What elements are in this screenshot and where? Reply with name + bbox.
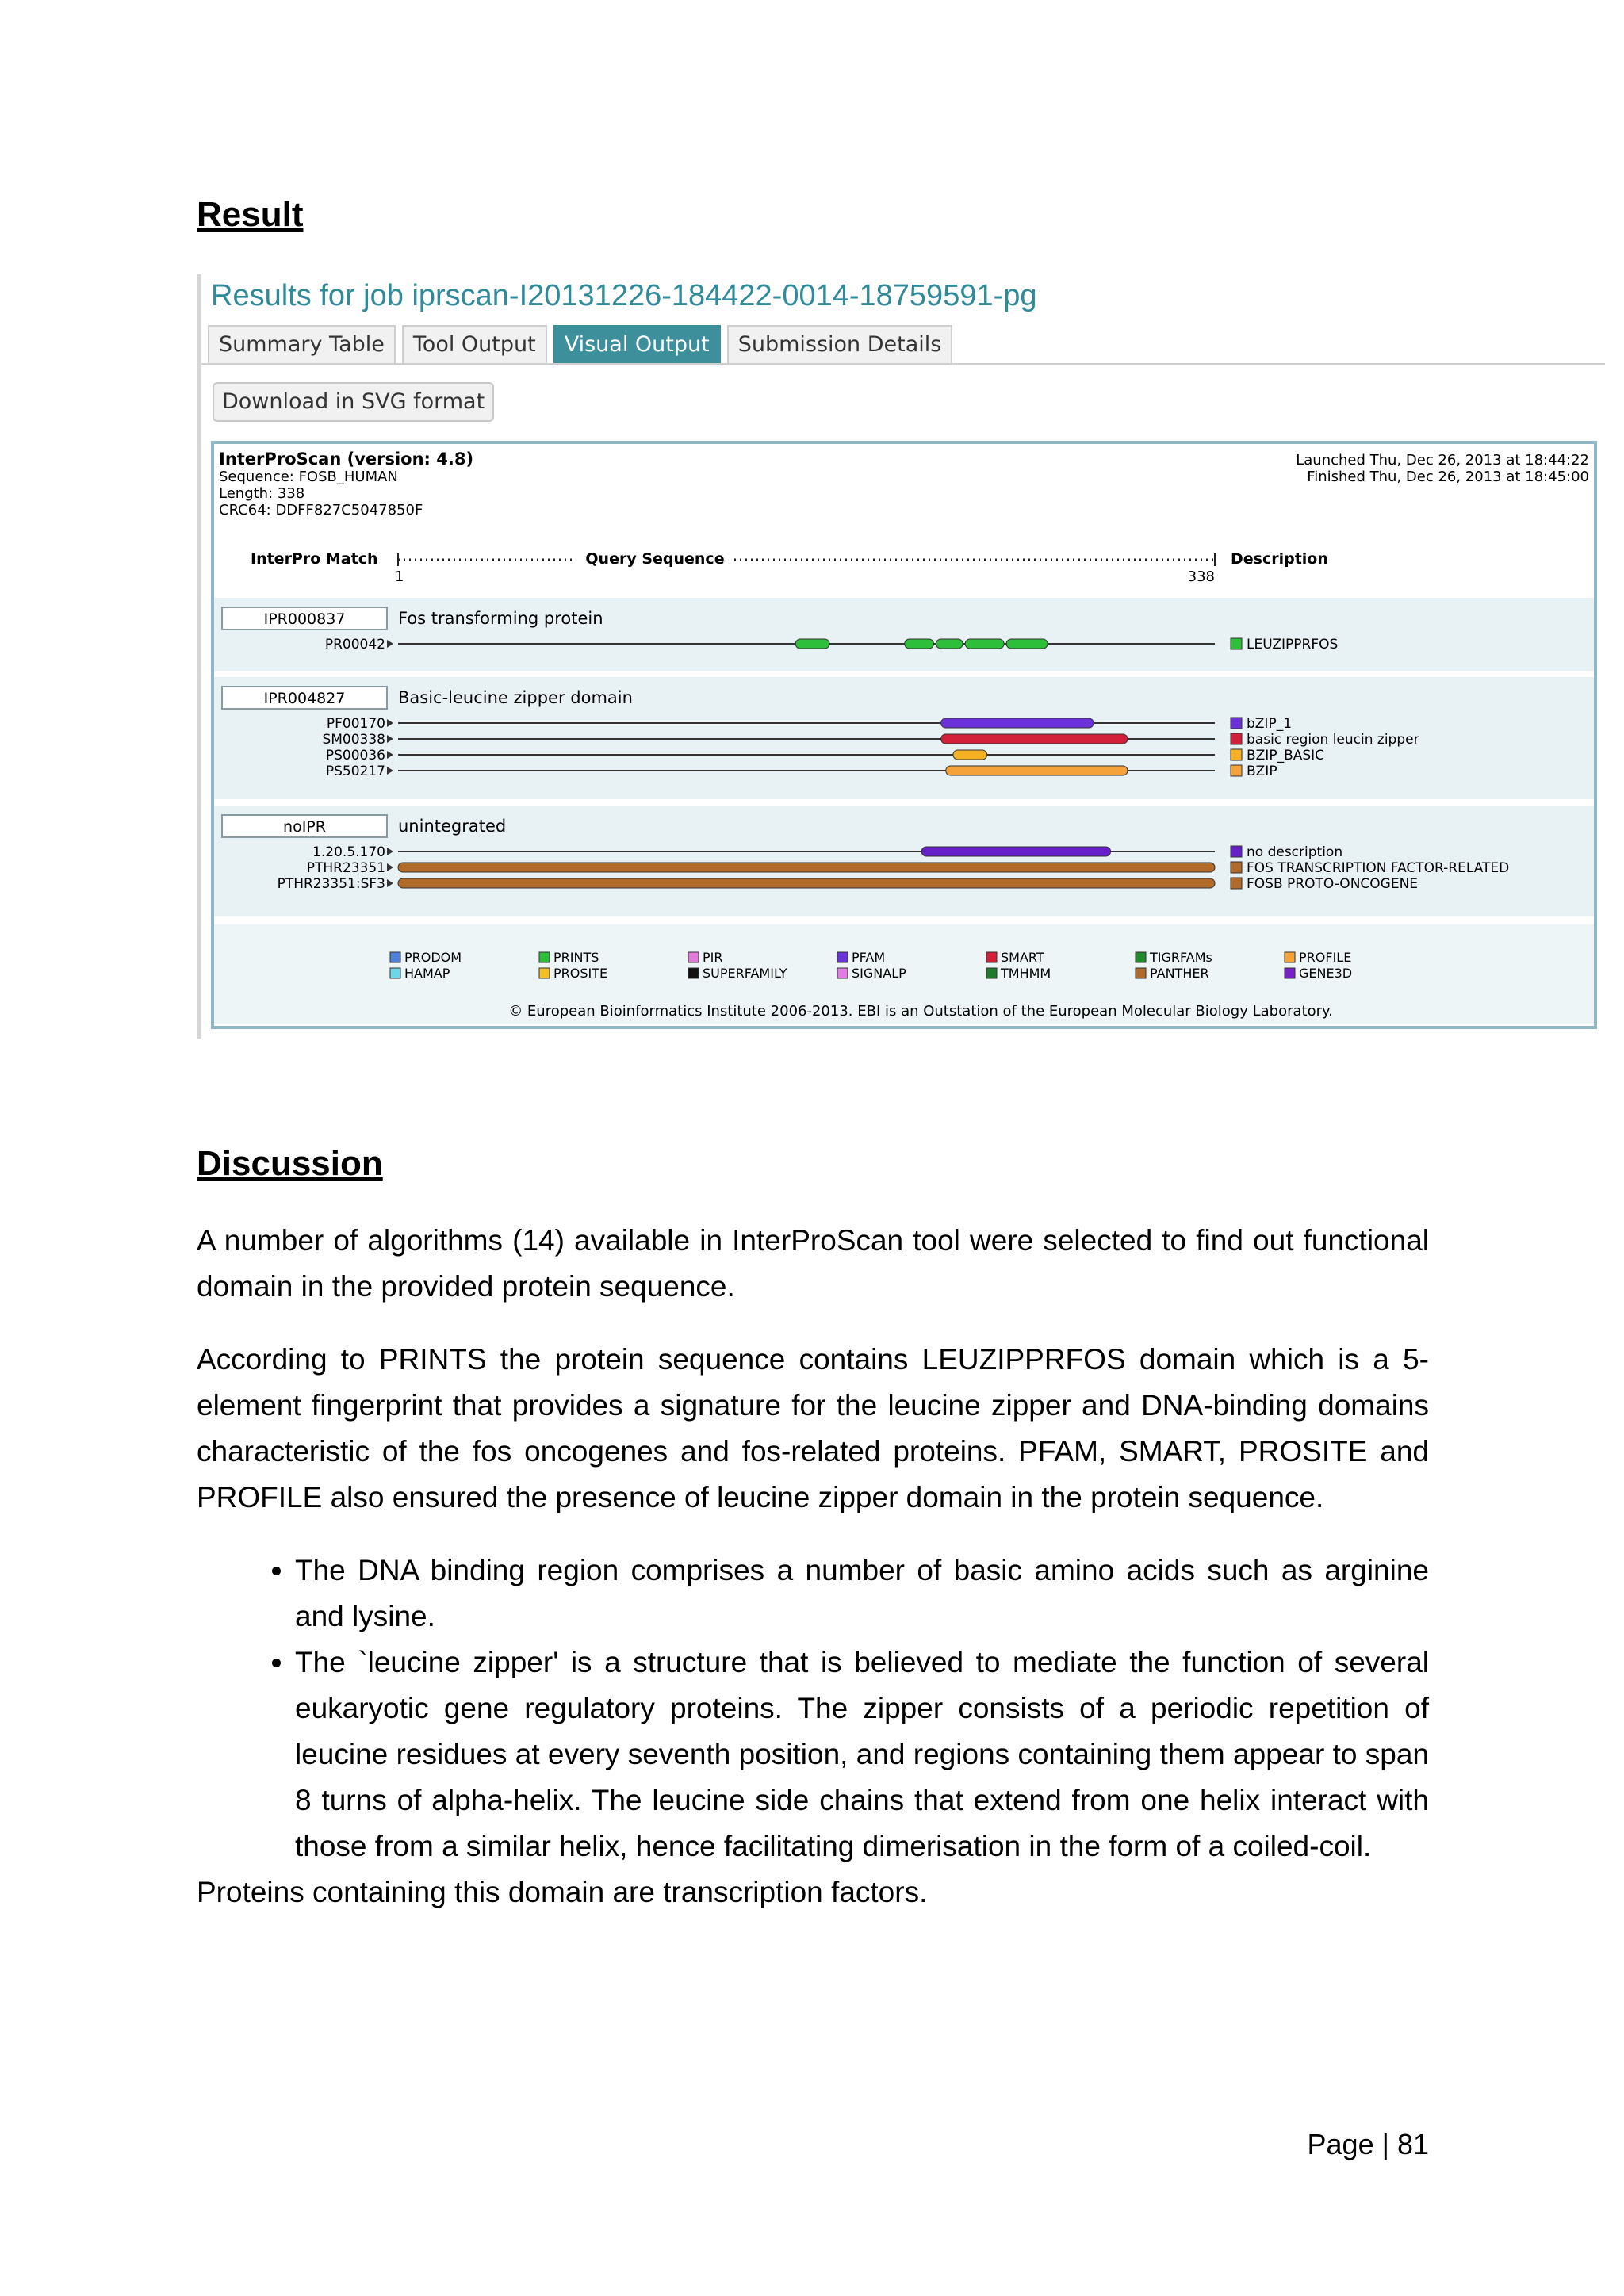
axis-end-label: 338 [1187, 568, 1215, 585]
desc-swatch [1231, 862, 1242, 873]
legend-label: PRODOM [404, 950, 462, 965]
discussion-bullets [197, 1548, 1429, 1869]
match-segment[interactable] [941, 718, 1094, 728]
report-finished: Finished Thu, Dec 26, 2013 at 18:45:00 [1307, 469, 1589, 485]
signature-description: no description [1247, 844, 1343, 860]
match-group [214, 677, 1594, 799]
signature-label[interactable]: PR00042 [324, 637, 385, 652]
legend-swatch [390, 968, 400, 978]
tab-tool-output[interactable]: Tool Output [402, 325, 547, 363]
match-segment[interactable] [921, 847, 1110, 856]
report-launched: Launched Thu, Dec 26, 2013 at 18:44:22 [1296, 452, 1589, 469]
tabs-divider [201, 363, 1605, 365]
legend-label: SMART [1001, 950, 1044, 965]
legend-label: PROFILE [1299, 950, 1352, 965]
legend-swatch [539, 968, 550, 978]
signature-label[interactable]: SM00338 [322, 732, 385, 748]
match-segment[interactable] [936, 639, 963, 649]
signature-label[interactable]: PS50217 [325, 763, 385, 779]
interpro-id: noIPR [283, 818, 326, 836]
interpro-id: IPR004827 [263, 690, 346, 707]
legend-swatch [1136, 968, 1146, 978]
desc-swatch [1231, 878, 1242, 889]
signature-label[interactable]: PF00170 [326, 716, 385, 732]
legend-label: PFAM [852, 950, 886, 965]
interpro-name: Basic-leucine zipper domain [398, 688, 633, 707]
desc-swatch [1231, 718, 1242, 729]
legend-swatch [837, 968, 848, 978]
desc-swatch [1231, 749, 1242, 760]
discussion-body [197, 1218, 1429, 1915]
legend-swatch [1285, 968, 1295, 978]
signature-description: BZIP_BASIC [1247, 748, 1325, 763]
legend-swatch [986, 968, 997, 978]
column-query-sequence: Query Sequence [585, 550, 725, 568]
desc-swatch [1231, 733, 1242, 744]
legend-label: TMHMM [1001, 966, 1051, 981]
interpro-id: IPR000837 [263, 610, 346, 628]
tab-visual-output[interactable]: Visual Output [553, 325, 721, 363]
report-length: Length: 338 [219, 485, 305, 502]
match-segment[interactable] [398, 878, 1215, 888]
discussion-paragraph-2: According to PRINTS the protein sequence contains LEUZIPPRFOS domain which is a 5-element fingerprint that provides a signature for the leucine zipper and DNA-binding domains characteristic of the fos oncogenes and fos-related proteins. PFAM, SMART, PROSITE and PROFILE also ensured the presence of leucine zipper domain in the protein sequence. [197, 1343, 1429, 1513]
bullet-item-1: • The DNA binding region comprises a number of basic amino acids such as arginine and lysine. [295, 1548, 1429, 1640]
match-segment[interactable] [946, 766, 1128, 775]
match-group [214, 806, 1594, 916]
legend-label: PANTHER [1150, 966, 1209, 981]
column-description: Description [1231, 550, 1328, 568]
column-interpro-match: InterPro Match [251, 550, 378, 568]
legend-label: TIGRFAMs [1150, 950, 1212, 965]
match-segment[interactable] [965, 639, 1004, 649]
legend-label: PRINTS [553, 950, 599, 965]
legend-swatch [390, 952, 400, 962]
report-sequence: Sequence: FOSB_HUMAN [219, 469, 398, 485]
result-tabs [208, 325, 952, 363]
signature-label[interactable]: PTHR23351 [306, 860, 385, 876]
legend-swatch [1136, 952, 1146, 962]
match-segment[interactable] [1006, 639, 1048, 649]
copyright: © European Bioinformatics Institute 2006-2013. EBI is an Outstation of the European Molecular Biology Laboratory. [508, 1003, 1333, 1020]
desc-swatch [1231, 846, 1242, 857]
legend-label: PIR [703, 950, 723, 965]
report-crc: CRC64: DDFF827C5047850F [219, 502, 423, 519]
tab-summary-table[interactable]: Summary Table [208, 325, 396, 363]
result-heading: Result [197, 195, 304, 234]
desc-swatch [1231, 638, 1242, 649]
match-groups [214, 598, 1594, 916]
match-group [214, 598, 1594, 671]
signature-description: LEUZIPPRFOS [1247, 637, 1339, 652]
legend-label: SUPERFAMILY [703, 966, 787, 981]
signature-label[interactable]: 1.20.5.170 [312, 844, 385, 860]
match-segment[interactable] [941, 734, 1128, 744]
axis-start-label: 1 [395, 568, 404, 585]
legend-label: SIGNALP [852, 966, 906, 981]
job-title: Results for job iprscan-I20131226-184422-0014-18759591-pg [211, 279, 1037, 312]
discussion-paragraph-3: Proteins containing this domain are transcription factors. [197, 1876, 928, 1908]
signature-description: bZIP_1 [1247, 716, 1293, 732]
interpro-match-graphic [211, 441, 1597, 1029]
legend-swatch [688, 968, 699, 978]
signature-description: FOSB PROTO-ONCOGENE [1247, 876, 1419, 892]
interproscan-screenshot [197, 274, 1605, 1039]
signature-label[interactable]: PS00036 [325, 748, 385, 763]
download-svg-button[interactable]: Download in SVG format [213, 382, 494, 422]
report-version: InterProScan (version: 4.8) [219, 450, 474, 469]
legend-swatch [539, 952, 550, 962]
signature-description: BZIP [1247, 763, 1277, 779]
match-segment[interactable] [795, 639, 829, 649]
signature-description: FOS TRANSCRIPTION FACTOR-RELATED [1247, 860, 1510, 876]
tab-submission-details[interactable]: Submission Details [727, 325, 953, 363]
bullet-item-2: • The `leucine zipper' is a structure that is believed to mediate the function of several eukaryotic gene regulatory proteins. The zipper consists of a periodic repetition of leucine residues at every seventh position, and regions containing them appear to span 8 turns of alpha-helix. The leucine side chains that extend from one helix interact with those from a similar helix, hence facilitating dimerisation in the form of a coiled-coil. [295, 1640, 1429, 1869]
legend-swatch [1285, 952, 1295, 962]
interpro-name: unintegrated [398, 817, 507, 836]
legend-swatch [837, 952, 848, 962]
signature-label[interactable]: PTHR23351:SF3 [277, 876, 385, 892]
page-number: Page | 81 [1307, 2128, 1429, 2160]
desc-swatch [1231, 765, 1242, 776]
legend-swatch [986, 952, 997, 962]
discussion-heading: Discussion [197, 1144, 383, 1183]
interpro-name: Fos transforming protein [398, 609, 603, 628]
legend-label: PROSITE [553, 966, 608, 981]
match-segment[interactable] [953, 750, 987, 760]
match-segment[interactable] [398, 863, 1215, 872]
legend-label: HAMAP [404, 966, 450, 981]
legend-swatch [688, 952, 699, 962]
legend-label: GENE3D [1299, 966, 1353, 981]
match-segment[interactable] [905, 639, 934, 649]
signature-description: basic region leucin zipper [1247, 732, 1419, 748]
discussion-paragraph-1: A number of algorithms (14) available in InterProScan tool were selected to find out functional domain in the provided protein sequence. [197, 1224, 1429, 1303]
